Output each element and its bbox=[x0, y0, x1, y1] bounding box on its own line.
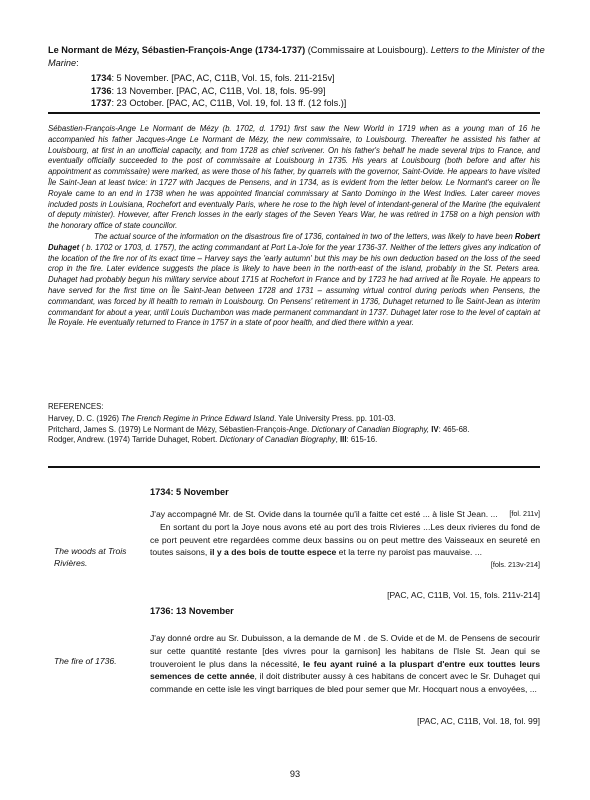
divider-middle bbox=[48, 466, 540, 468]
reference-item bbox=[48, 414, 540, 425]
reference-item bbox=[48, 425, 540, 436]
entry-text: : 5 November. [PAC, AC, C11B, Vol. 15, fols. 211-215v] bbox=[111, 73, 335, 83]
entry-year: 1736 bbox=[91, 85, 112, 96]
letter-text: J'ay donné ordre au Sr. Dubuisson, a la demande de M . de S. Ovide et de M. de Pensens de secourir sur cette quantité restante [des vivres pour la garnison] les habitans de l'Isle St. Jean qui se trouveroient le plus dans la nécessité, bbox=[150, 633, 540, 669]
bio-text: ( b. 1702 or 1703, d. 1757), the acting commandant at Port La-Joie for the year 1736-37. Neither of the letters gives any indication of the location of the fire nor of its exact time – Harvey says the 'early autumn' but this may be his own deduction based on the loss of the seed crop in the fire. Later evidence suggests the place is likely to have been in the north-east of the island, probably in the St. Peters area. Duhaget had probably begun his military service about 1715 at Rochefort in France and by 1723 he had arrived at Île Royale. He appears to have served for the first time on Île Saint-Jean between 1728 and 1731 – assuming virtual control during periods when Pensens, the commandant, was forced by ill health to remain in Louisbourg. On Pensens' retirement in 1736, Duhaget returned to Île Saint-Jean as interim commandant for about a year, until Louis Duchambon was made permanent commandant in 1737. Duhaget later rose to the level of captain at Île Royale. He eventually returned to France in 1757 in a state of poor health, and died there within a year. bbox=[48, 242, 540, 328]
letter-entry-list bbox=[91, 72, 548, 110]
ref-text: Rodger, Andrew. (1974) Tarride Duhaget, Robert. bbox=[48, 435, 220, 445]
archive-citation: [PAC, AC, C11B, Vol. 15, fols. 211v-214] bbox=[387, 590, 540, 600]
ref-text: Harvey, D. C. (1926) bbox=[48, 413, 122, 423]
letter-text: En sortant du port la Joye nous avons eté au port des trois Rivieres ...Les deux rivieres du fond de ce port peuvent etre regardées comme deux bassins ou on peut mettre des Vaisseaux en seureté en toutes saisons, bbox=[150, 521, 540, 558]
entry-year: 1737 bbox=[91, 98, 112, 108]
ref-text: : 615-16. bbox=[346, 435, 378, 445]
archive-citation: [PAC, AC, C11B, Vol. 18, fol. 99] bbox=[417, 716, 540, 726]
ref-title: Dictionary of Canadian Biography bbox=[219, 435, 336, 445]
letter-text: J'ay accompagné Mr. de St. Ovide dans la tournée qu'il a faitte cet esté ... à lisle St Jean. ... bbox=[150, 509, 498, 519]
letter-entry bbox=[91, 97, 548, 110]
entry-text: : 13 November. [PAC, AC, C11B, Vol. 18, fols. 95-99] bbox=[111, 85, 326, 96]
biography bbox=[48, 124, 540, 329]
margin-note: The woods at Trois Rivières. bbox=[54, 546, 127, 568]
ref-title: Dictionary of Canadian Biography, bbox=[311, 424, 430, 434]
margin-note: The fire of 1736. bbox=[54, 656, 117, 666]
entry-year: 1734 bbox=[91, 73, 112, 83]
letters-to-colon: : bbox=[76, 57, 79, 68]
letter-text: , il doit distributer aussy à ces habitans de concert avec le Sr. Duhaget qui commande en cette isle les vingt barriques de bled pour semer que Mr. Hocquart nous a envoyées, ... bbox=[150, 671, 540, 695]
author-name: Le Normant de Mézy, Sébastien-François-Ange (1734-1737) bbox=[48, 45, 306, 55]
references bbox=[48, 402, 540, 446]
letter-paragraph bbox=[150, 521, 540, 570]
letter-text: et la terre ny paroist pas mauvaise. ... bbox=[336, 547, 482, 558]
section-heading: 1734: 5 November bbox=[150, 487, 229, 497]
bio-paragraph: Sébastien-François-Ange Le Normant de Mézy (b. 1702, d. 1791) first saw the New World in 1719 when as a young man of 16 he accompanied his father Jacques-Ange Le Normant de Mézy, the new commissaire, to Louisbourg. Thereafter he assisted his father at Louisbourg, at first in an unofficial capacity, and from 1728 as chief scrivener. On his father's behalf he made several trips to France, and eventually officially succeeded to the post of commissaire at Louisbourg in 1735. His years at Louisbourg (both before and after his appointment as commissaire) were marked, as were those of his father, by quarrels with the governor, Saint-Ovide. He appears to have visited Île Saint-Jean at least twice: in 1727 with Jacques de Pensens, and in 1734, as is evident from the letter below. Le Normant's career on Île Royale came to an end in 1738 when he was appointed financial commissary at Santo Domingo in the West Indies. Later career moves included posts in Louisiana, Rochefort and eventually Paris, where he rose to the high level of intendant-general of the Marine (the equivalent of deputy minister). However, after French losses in the early stages of the Seven Years War, he was retired in 1758 on a high pension with the honorary office of state councillor. bbox=[48, 124, 540, 231]
folio-ref: [fols. 213v-214] bbox=[490, 560, 540, 570]
section-heading: 1736: 13 November bbox=[150, 606, 234, 616]
bio-text: The actual source of the information on the disastrous fire of 1736, contained in two of the letters, was likely to have been bbox=[94, 231, 515, 241]
ref-volume: IV bbox=[431, 424, 439, 434]
document-header bbox=[48, 44, 548, 110]
entry-text: : 23 October. [PAC, AC, C11B, Vol. 19, fol. 13 ff. (12 fols.)] bbox=[111, 98, 347, 108]
letter-paragraph bbox=[150, 508, 540, 521]
ref-separator: , bbox=[335, 435, 340, 445]
bio-paragraph bbox=[48, 232, 540, 329]
reference-item bbox=[48, 435, 540, 446]
letter-excerpt bbox=[150, 508, 540, 572]
letter-paragraph bbox=[150, 632, 540, 696]
page-number: 93 bbox=[289, 769, 301, 779]
bio-bold-name: Robert Duhaget bbox=[48, 231, 540, 252]
references-title: REFERENCES: bbox=[48, 402, 104, 411]
author-role: (Commissaire at Louisbourg). bbox=[307, 45, 429, 55]
ref-volume: III bbox=[340, 435, 347, 445]
divider-top bbox=[48, 112, 540, 114]
ref-title: The French Regime in Prince Edward Island bbox=[121, 413, 275, 423]
letter-emphasis: le feu ayant ruiné a la pluspart d'entre eux touttes leurs semences de cette année bbox=[150, 658, 540, 682]
letter-emphasis: il y a des bois de toutte espece bbox=[209, 547, 337, 558]
letter-excerpt bbox=[150, 632, 540, 696]
letter-entry bbox=[91, 72, 548, 85]
folio-ref: [fol. 211v] bbox=[509, 509, 540, 518]
letter-entry bbox=[91, 85, 548, 98]
ref-text: : 465-68. bbox=[438, 424, 470, 434]
ref-text: . Yale University Press. pp. 101-03. bbox=[274, 413, 396, 423]
letters-to: Letters to the Minister of the Marine bbox=[48, 45, 545, 68]
ref-text: Pritchard, James S. (1979) Le Normant de Mézy, Sébastien-François-Ange. bbox=[48, 424, 312, 434]
header-title-line bbox=[48, 44, 548, 69]
